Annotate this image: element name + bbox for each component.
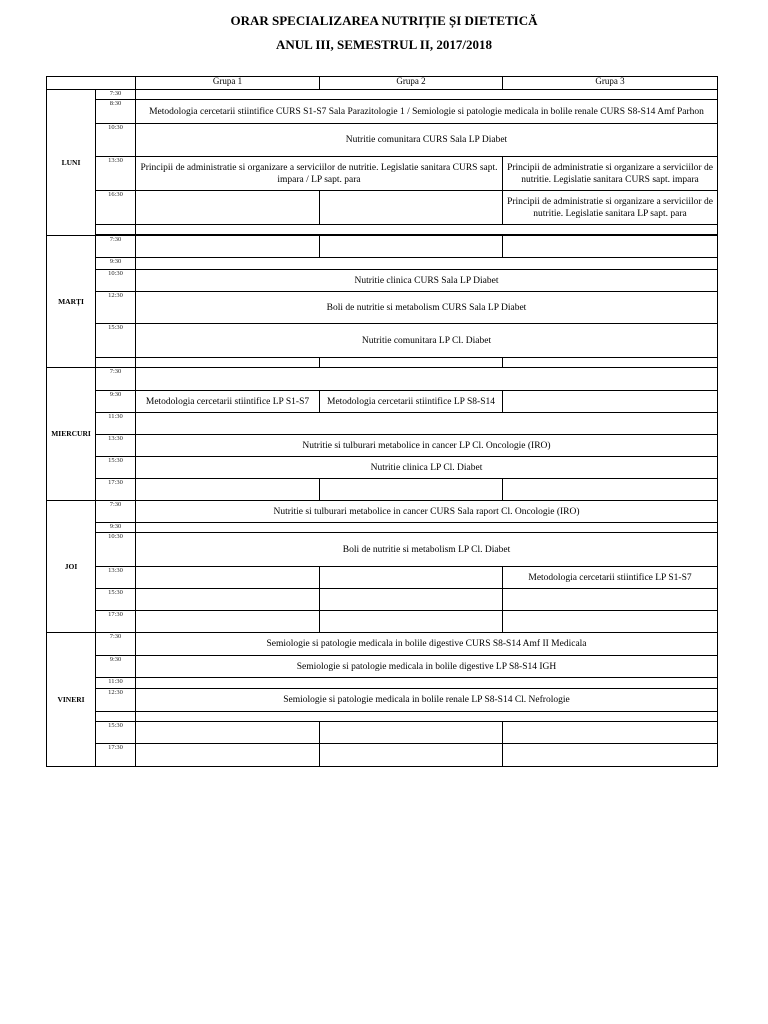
empty-cell: [503, 391, 718, 413]
table-row: [47, 435, 718, 457]
time-label: 7:30: [96, 90, 136, 100]
day-label-vineri: VINERI: [47, 633, 96, 767]
time-label: 9:30: [96, 656, 136, 678]
time-label: 9:30: [96, 258, 136, 270]
time-label: 10:30: [96, 270, 136, 292]
empty-cell: [503, 744, 718, 767]
time-label: [96, 712, 136, 722]
class-cell: Semiologie si patologie medicala in bolile renale LP S8-S14 Cl. Nefrologie: [136, 689, 718, 712]
class-cell: Semiologie si patologie medicala in bolile digestive CURS S8-S14 Amf II Medicala: [136, 633, 718, 656]
empty-cell: [320, 567, 503, 589]
class-cell: Boli de nutritie si metabolism CURS Sala LP Diabet: [136, 292, 718, 324]
class-cell: Principii de administratie si organizare a serviciilor de nutritie. Legislatie sanitara CURS sapt. impara / LP sapt. para: [136, 157, 503, 191]
time-label: 8:30: [96, 100, 136, 124]
empty-cell: [320, 358, 503, 368]
empty-cell: [136, 611, 320, 633]
empty-cell: [320, 744, 503, 767]
time-label: 7:30: [96, 501, 136, 523]
table-row: [47, 567, 718, 589]
time-label: 12:30: [96, 292, 136, 324]
class-cell: Boli de nutritie si metabolism LP Cl. Diabet: [136, 533, 718, 567]
empty-cell: [136, 744, 320, 767]
table-row: [47, 368, 718, 391]
time-label: 7:30: [96, 633, 136, 656]
empty-cell: [136, 368, 718, 391]
class-cell: Semiologie si patologie medicala in bolile digestive LP S8-S14 IGH: [136, 656, 718, 678]
table-row: [47, 533, 718, 567]
table-row: [47, 100, 718, 124]
time-label: 10:30: [96, 124, 136, 157]
empty-cell: [136, 358, 320, 368]
table-row: [47, 656, 718, 678]
table-row: [47, 523, 718, 533]
table-row: [47, 479, 718, 501]
time-label: 17:30: [96, 611, 136, 633]
empty-cell: [136, 258, 718, 270]
time-label: 11:30: [96, 413, 136, 435]
table-row: [47, 270, 718, 292]
empty-cell: [320, 479, 503, 501]
column-header-grupa-3: Grupa 3: [503, 77, 718, 90]
class-cell: Nutritie comunitara CURS Sala LP Diabet: [136, 124, 718, 157]
day-label-luni: LUNI: [47, 90, 96, 236]
header-empty-cell: [47, 77, 136, 90]
table-row: [47, 90, 718, 100]
class-cell: Principii de administratie si organizare a serviciilor de nutritie. Legislatie sanitara LP sapt. para: [503, 191, 718, 225]
time-label: 15:30: [96, 457, 136, 479]
table-row: [47, 324, 718, 358]
day-label-miercuri: MIERCURI: [47, 368, 96, 501]
column-header-grupa-2: Grupa 2: [320, 77, 503, 90]
table-row: [47, 391, 718, 413]
day-label-joi: JOI: [47, 501, 96, 633]
time-label: 11:30: [96, 678, 136, 689]
time-label: 9:30: [96, 523, 136, 533]
table-row: [47, 589, 718, 611]
table-row: [47, 678, 718, 689]
class-cell: Nutritie si tulburari metabolice in cancer CURS Sala raport Cl. Oncologie (IRO): [136, 501, 718, 523]
empty-cell: [503, 479, 718, 501]
table-row: [47, 292, 718, 324]
time-label: 9:30: [96, 391, 136, 413]
table-row: [47, 191, 718, 225]
empty-cell: [136, 236, 320, 258]
empty-cell: [136, 678, 718, 689]
empty-cell: [320, 722, 503, 744]
empty-cell: [320, 611, 503, 633]
table-row: [47, 236, 718, 258]
empty-cell: [503, 358, 718, 368]
empty-cell: [136, 567, 320, 589]
time-label: 17:30: [96, 479, 136, 501]
empty-cell: [136, 712, 718, 722]
time-label: 15:30: [96, 722, 136, 744]
empty-cell: [136, 225, 718, 235]
table-row: [47, 712, 718, 722]
time-label: 15:30: [96, 589, 136, 611]
schedule-table: [46, 76, 718, 767]
table-row: [47, 225, 718, 235]
table-row: [47, 258, 718, 270]
header-row: [47, 77, 718, 90]
class-cell: Principii de administratie si organizare a serviciilor de nutritie. Legislatie sanitara CURS sapt. impara: [503, 157, 718, 191]
class-cell: Nutritie clinica CURS Sala LP Diabet: [136, 270, 718, 292]
time-label: 16:30: [96, 191, 136, 225]
empty-cell: [136, 523, 718, 533]
empty-cell: [503, 611, 718, 633]
class-cell: Metodologia cercetarii stiintifice LP S1-S7: [136, 391, 320, 413]
class-cell: Metodologia cercetarii stiintifice CURS S1-S7 Sala Parazitologie 1 / Semiologie si patologie medicala in bolile renale CURS S8-S14 Amf Parhon: [136, 100, 718, 124]
time-label: [96, 225, 136, 235]
time-label: 17:30: [96, 744, 136, 767]
time-label: 15:30: [96, 324, 136, 358]
time-label: 7:30: [96, 236, 136, 258]
empty-cell: [136, 589, 320, 611]
table-row: [47, 611, 718, 633]
table-row: [47, 501, 718, 523]
table-row: [47, 633, 718, 656]
empty-cell: [320, 589, 503, 611]
class-cell: Metodologia cercetarii stiintifice LP S1-S7: [503, 567, 718, 589]
time-label: 7:30: [96, 368, 136, 391]
table-row: [47, 157, 718, 191]
empty-cell: [136, 90, 718, 100]
time-label: 13:30: [96, 567, 136, 589]
empty-cell: [136, 479, 320, 501]
time-label: 10:30: [96, 533, 136, 567]
class-cell: Metodologia cercetarii stiintifice LP S8-S14: [320, 391, 503, 413]
class-cell: Nutritie clinica LP Cl. Diabet: [136, 457, 718, 479]
table-row: [47, 358, 718, 368]
class-cell: Nutritie si tulburari metabolice in cancer LP Cl. Oncologie (IRO): [136, 435, 718, 457]
empty-cell: [503, 589, 718, 611]
empty-cell: [136, 191, 320, 225]
table-row: [47, 744, 718, 767]
time-label: 13:30: [96, 435, 136, 457]
empty-cell: [136, 413, 718, 435]
table-row: [47, 457, 718, 479]
table-row: [47, 689, 718, 712]
class-cell: Nutritie comunitara LP Cl. Diabet: [136, 324, 718, 358]
page-title: ORAR SPECIALIZAREA NUTRIȚIE ȘI DIETETICĂ: [230, 13, 538, 28]
time-label: [96, 358, 136, 368]
time-label: 13:30: [96, 157, 136, 191]
empty-cell: [320, 236, 503, 258]
empty-cell: [503, 722, 718, 744]
table-row: [47, 413, 718, 435]
table-row: [47, 124, 718, 157]
empty-cell: [320, 191, 503, 225]
day-label-marti: MARȚI: [47, 236, 96, 368]
empty-cell: [136, 722, 320, 744]
table-row: [47, 722, 718, 744]
empty-cell: [503, 236, 718, 258]
page-subtitle: ANUL III, SEMESTRUL II, 2017/2018: [276, 37, 492, 52]
column-header-grupa-1: Grupa 1: [136, 77, 320, 90]
time-label: 12:30: [96, 689, 136, 712]
